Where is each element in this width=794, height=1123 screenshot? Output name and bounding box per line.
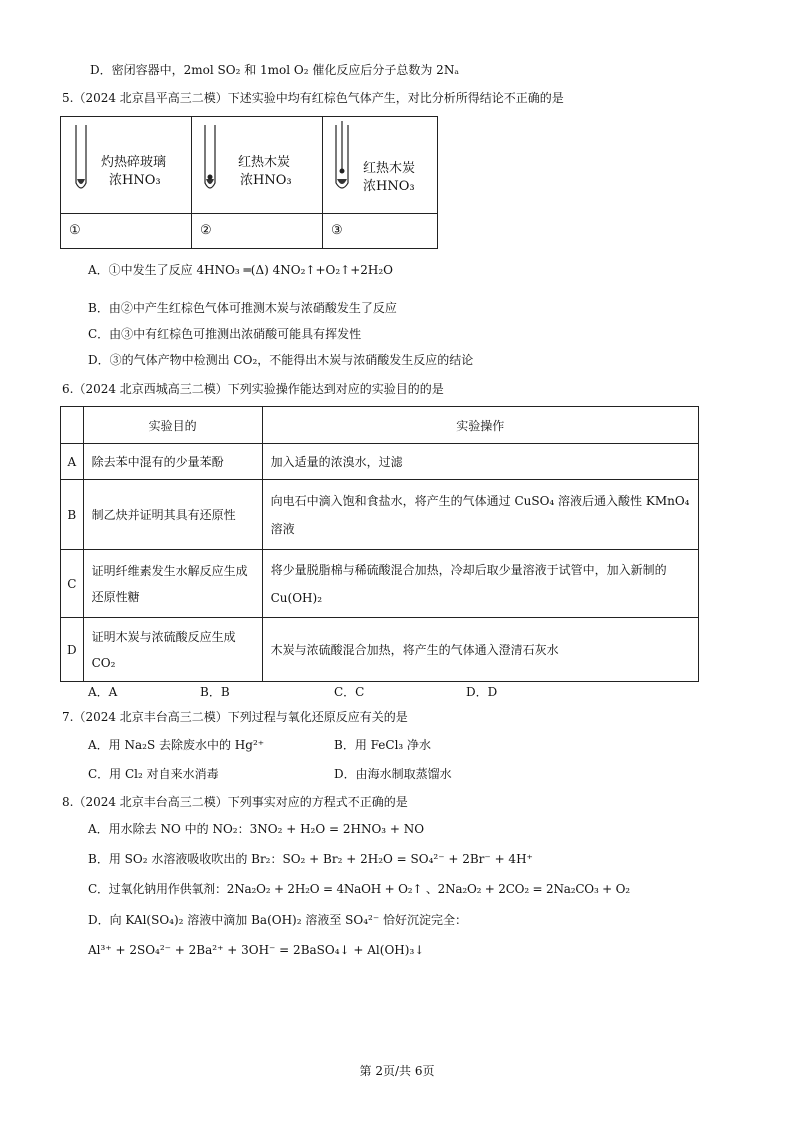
- tube-label-bottom: 浓HNO₃: [240, 173, 292, 188]
- header-operation: 实验操作: [262, 407, 698, 444]
- row-key: A: [61, 444, 84, 480]
- test-tube-icon: [331, 121, 353, 195]
- question-5-title: 5.（2024 北京昌平高三二模）下述实验中均有红棕色气体产生，对比分析所得结论不正确的是: [62, 91, 564, 105]
- test-tube-icon: [200, 123, 220, 195]
- q6-option-a: A．A: [88, 685, 118, 699]
- tube-figure-2: [192, 117, 322, 213]
- question-6-title: 6.（2024 北京西城高三二模）下列实验操作能达到对应的实验目的的是: [62, 382, 444, 396]
- row-operation: 加入适量的浓溴水，过滤: [262, 444, 698, 480]
- tube-figure-1: [61, 117, 191, 213]
- q5-option-d: D．③的气体产物中检测出 CO₂，不能得出木炭与浓硝酸发生反应的结论: [88, 353, 474, 367]
- test-tube-icon: [71, 123, 91, 195]
- q6-table: [60, 406, 699, 682]
- q6-option-c: C．C: [334, 685, 365, 699]
- header-goal: 实验目的: [83, 407, 262, 444]
- q5-option-c: C．由③中有红棕色可推测出浓硝酸可能具有挥发性: [88, 327, 362, 341]
- q7-option-a: A．用 Na₂S 去除废水中的 Hg²⁺: [88, 738, 265, 752]
- row-goal: 证明纤维素发生水解反应生成还原性糖: [83, 550, 262, 618]
- q5-option-b: B．由②中产生红棕色气体可推测木炭与浓硝酸发生了反应: [88, 301, 397, 315]
- q6-option-d: D．D: [466, 685, 498, 699]
- row-key: C: [61, 550, 84, 618]
- q6-option-b: B．B: [200, 685, 230, 699]
- row-goal: 制乙炔并证明其具有还原性: [83, 480, 262, 550]
- row-operation: 木炭与浓硫酸混合加热，将产生的气体通入澄清石灰水: [262, 618, 698, 682]
- row-operation: 将少量脱脂棉与稀硫酸混合加热，冷却后取少量溶液于试管中，加入新制的 Cu(OH)₂: [262, 550, 698, 618]
- tube-label-top: 灼热碎玻璃: [101, 155, 167, 170]
- tube-label-bottom: 浓HNO₃: [363, 179, 415, 194]
- tube-label-top: 红热木炭: [238, 155, 291, 170]
- tube-label-bottom: 浓HNO₃: [109, 173, 161, 188]
- figure-number-1: ①: [61, 214, 192, 249]
- row-goal: 除去苯中混有的少量苯酚: [83, 444, 262, 480]
- figure-number-2: ②: [192, 214, 323, 249]
- q7-option-b: B．用 FeCl₃ 净水: [334, 738, 432, 752]
- question-8-title: 8.（2024 北京丰台高三二模）下列事实对应的方程式不正确的是: [62, 795, 408, 809]
- q5-figure-table: [60, 116, 438, 249]
- row-key: D: [61, 618, 84, 682]
- tube-figure-3: [323, 117, 437, 213]
- question-7-title: 7.（2024 北京丰台高三二模）下列过程与氧化还原反应有关的是: [62, 710, 408, 724]
- header-blank: [61, 407, 84, 444]
- q8-option-c: C．过氧化钠用作供氧剂：2Na₂O₂ + 2H₂O = 4NaOH + O₂↑ 、2Na₂O₂ + 2CO₂ = 2Na₂CO₃ + O₂: [88, 882, 630, 896]
- row-goal: 证明木炭与浓硫酸反应生成 CO₂: [83, 618, 262, 682]
- figure-number-3: ③: [323, 214, 438, 249]
- q8-option-d: D．向 KAl(SO₄)₂ 溶液中滴加 Ba(OH)₂ 溶液至 SO₄²⁻ 恰好沉淀完全：: [88, 913, 467, 927]
- q8-option-a: A．用水除去 NO 中的 NO₂：3NO₂ + H₂O = 2HNO₃ + NO: [88, 822, 425, 836]
- q7-option-d: D．由海水制取蒸馏水: [334, 767, 452, 781]
- option-d-prev: D．密闭容器中，2mol SO₂ 和 1mol O₂ 催化反应后分子总数为 2Nₐ: [90, 63, 459, 77]
- q8-option-b: B．用 SO₂ 水溶液吸收吹出的 Br₂：SO₂ + Br₂ + 2H₂O = SO₄²⁻ + 2Br⁻ + 4H⁺: [88, 852, 533, 866]
- page-footer: 第 2页/共 6页: [359, 1064, 435, 1078]
- q8-option-d-equation: Al³⁺ + 2SO₄²⁻ + 2Ba²⁺ + 3OH⁻ = 2BaSO₄↓ + Al(OH)₃↓: [88, 943, 425, 957]
- q5-option-a: A．①中发生了反应 4HNO₃ ═(Δ) 4NO₂↑+O₂↑+2H₂O: [88, 263, 394, 277]
- q7-option-c: C．用 Cl₂ 对自来水消毒: [88, 767, 219, 781]
- tube-label-top: 红热木炭: [363, 161, 416, 176]
- row-operation: 向电石中滴入饱和食盐水，将产生的气体通过 CuSO₄ 溶液后通入酸性 KMnO₄ 溶液: [262, 480, 698, 550]
- row-key: B: [61, 480, 84, 550]
